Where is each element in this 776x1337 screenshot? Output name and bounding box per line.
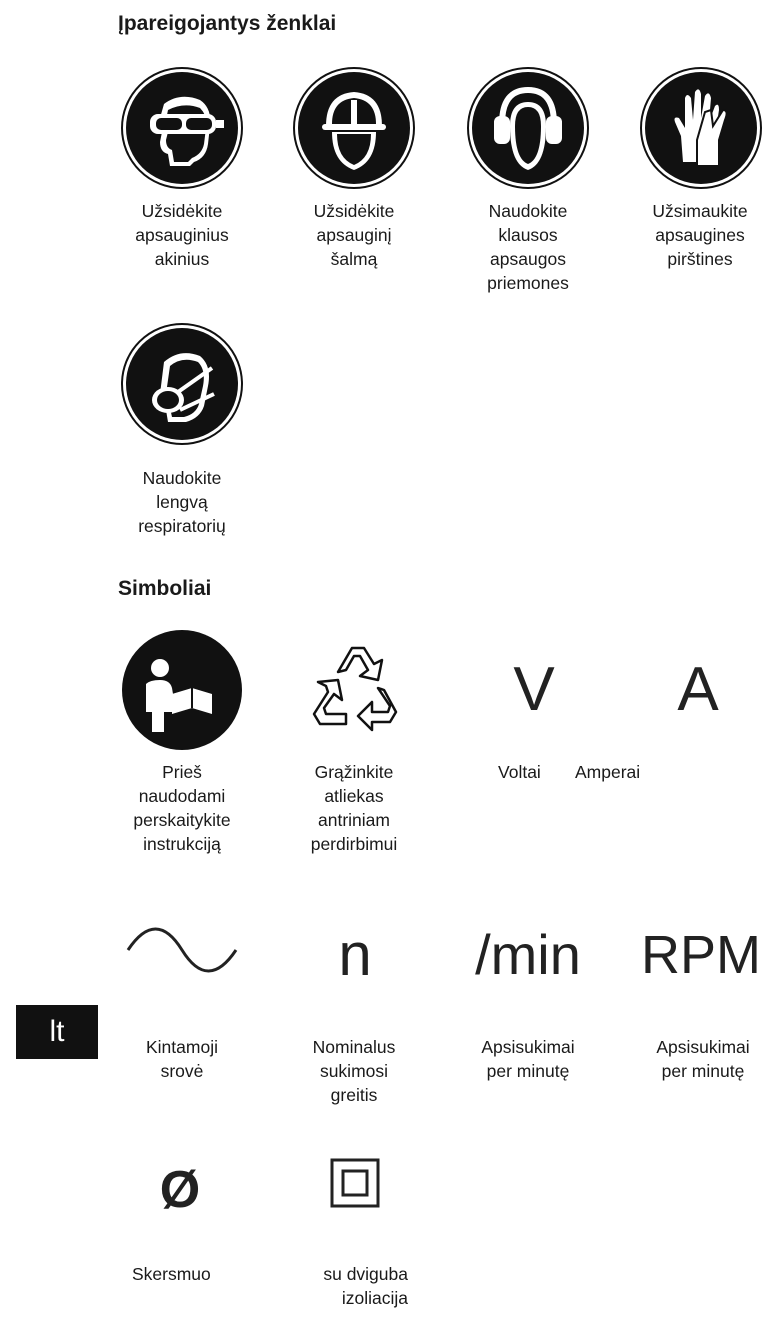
heading-symbols: Simboliai bbox=[118, 577, 212, 600]
double-insulation-icon bbox=[330, 1158, 380, 1213]
caption-diameter: Skersmuo bbox=[132, 1264, 211, 1284]
heading-mandatory-signs: Įpareigojantys ženklai bbox=[118, 12, 337, 35]
caption-respirator: Naudokite lengvą respiratorių bbox=[138, 468, 226, 536]
glyph-ampere: A bbox=[677, 655, 719, 724]
language-tab: lt bbox=[16, 1005, 98, 1059]
alternating-current-icon bbox=[124, 920, 240, 985]
recycle-icon bbox=[294, 620, 418, 749]
glyph-rpm: RPM bbox=[641, 925, 761, 985]
caption-read-manual: Prieš naudodami perskaitykite instrukciją bbox=[133, 762, 231, 854]
glyph-rated-speed: n bbox=[338, 921, 372, 988]
caption-protective-gloves: Užsimaukite apsaugines pirštines bbox=[652, 201, 748, 269]
glyph-per-min: /min bbox=[475, 923, 581, 986]
caption-recycle: Grąžinkite atliekas antriniam perdirbimui bbox=[310, 762, 398, 854]
safety-goggles-icon bbox=[120, 66, 244, 195]
safety-helmet-icon bbox=[292, 66, 416, 195]
caption-rated-speed: Nominalus sukimosi greitis bbox=[312, 1037, 396, 1105]
caption-double-insulation: su dviguba izoliacija bbox=[323, 1264, 408, 1308]
caption-rpm: Apsisukimai per minutę bbox=[656, 1037, 750, 1081]
protective-gloves-icon bbox=[639, 66, 763, 195]
glyph-diameter: Ø bbox=[159, 1161, 201, 1219]
caption-volt: Voltai bbox=[498, 762, 541, 782]
caption-ampere: Amperai bbox=[575, 762, 641, 782]
caption-ear-protection: Naudokite klausos apsaugos priemones bbox=[487, 201, 569, 293]
ear-protection-icon bbox=[466, 66, 590, 195]
caption-safety-goggles: Užsidėkite apsauginius akinius bbox=[135, 201, 229, 269]
read-manual-icon bbox=[120, 628, 244, 757]
respirator-icon bbox=[120, 322, 244, 451]
caption-safety-helmet: Užsidėkite apsauginį šalmą bbox=[313, 201, 395, 269]
glyph-volt: V bbox=[513, 655, 555, 724]
caption-per-min: Apsisukimai per minutę bbox=[481, 1037, 575, 1081]
caption-alternating-current: Kintamoji srovė bbox=[146, 1037, 218, 1081]
